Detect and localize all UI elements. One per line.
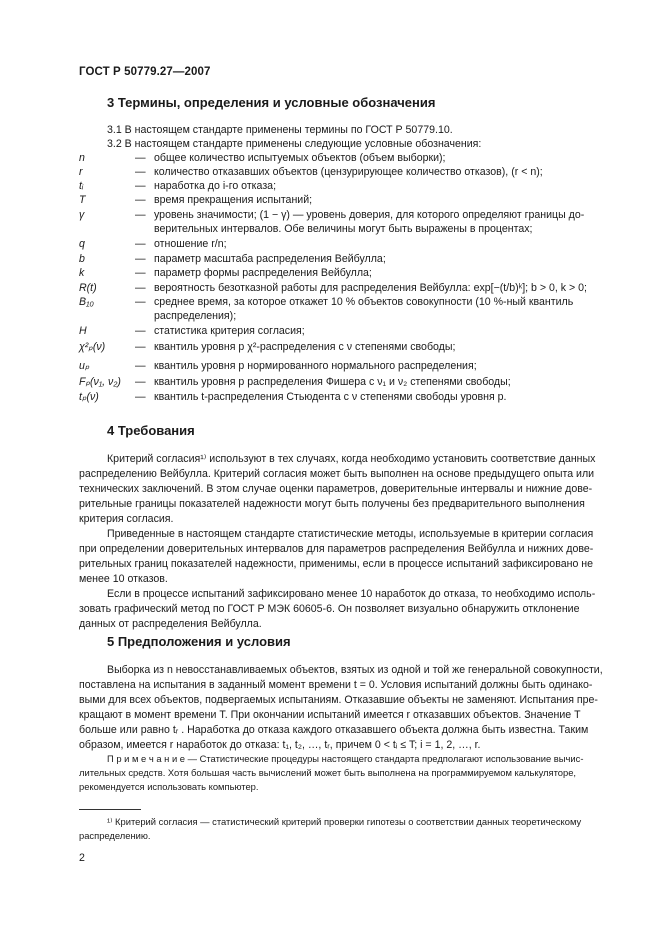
dash: — <box>135 376 146 388</box>
symbol-definition: общее количество испытуемых объектов (объем выборки); <box>154 152 446 164</box>
symbol: T <box>79 194 86 206</box>
note-line: рекомендуется использовать компьютер. <box>79 781 259 792</box>
dash: — <box>135 360 146 372</box>
dash: — <box>135 391 146 403</box>
symbol-definition: параметр формы распределения Вейбулла; <box>154 267 372 279</box>
symbol-definition-continued: распределения); <box>154 310 237 322</box>
symbol-definition: квантиль уровня p распределения Фишера с ν₁ и ν₂ степенями свободы; <box>154 376 511 388</box>
dash: — <box>135 180 146 192</box>
note-line: лительных средств. Хотя большая часть вычислений может быть выполнена на программируемом калькуляторе, <box>79 767 577 778</box>
symbol-definition: количество отказавших объектов (цензурирующее количество отказов), (r < n); <box>154 166 543 178</box>
text-line: больше или равно tᵣ . Наработка до отказа каждого отказавшего объекта должна быть известна. Таким <box>79 724 589 736</box>
symbol-definition: время прекращения испытаний; <box>154 194 313 206</box>
symbol-definition: наработка до i-го отказа; <box>154 180 277 192</box>
text-line: Выборка из n невосстанавливаемых объектов, взятых из одной и той же генеральной совокупности, <box>107 664 603 676</box>
standard-header: ГОСТ Р 50779.27—2007 <box>79 66 211 78</box>
dash: — <box>135 194 146 206</box>
section-5-body <box>79 663 615 753</box>
dash: — <box>135 209 146 221</box>
symbol-definition: среднее время, за которое откажет 10 % объектов совокупности (10 %-ный квантиль <box>154 296 574 308</box>
footnote-divider <box>79 809 141 810</box>
section-4-body <box>79 452 615 632</box>
dash: — <box>135 152 146 164</box>
text-line: рительные границы показателей надежности могут быть получены без предварительного выполнения <box>79 498 585 510</box>
symbol-definition: отношение r/n; <box>154 238 227 250</box>
dash: — <box>135 253 146 265</box>
symbol-definition: квантиль уровня p χ²-распределения с ν степенями свободы; <box>154 341 456 353</box>
text-line: выми для всех объектов, подвергаемых испытаниям. Отказавшие объекты не заменяют. Испытания пре- <box>79 694 598 706</box>
clause-3-2: 3.2 В настоящем стандарте применены следующие условные обозначения: <box>107 138 482 150</box>
symbol: R(t) <box>79 282 97 294</box>
text-line: менее 10 отказов. <box>79 573 168 585</box>
symbol: B₁₀ <box>79 296 94 308</box>
text-line: поставлена на испытания в заданный момент времени t = 0. Условия испытаний должны быть одинако- <box>79 679 593 691</box>
section-4-title: 4 Требования <box>107 423 195 438</box>
text-line: распределению Вейбулла. Критерий согласия может быть выполнен на основе предыдущего опыта или <box>79 468 595 480</box>
page-number: 2 <box>79 852 85 864</box>
symbol: H <box>79 325 87 337</box>
text-line: при определении доверительных интервалов для параметров распределения Вейбулла и нижних дове- <box>79 543 594 555</box>
symbol: b <box>79 253 85 265</box>
symbol-definition: уровень значимости; (1 − γ) — уровень доверия, для которого определяют границы до- <box>154 209 585 221</box>
footnote-line: ¹⁾ Критерий согласия — статистический критерий проверки гипотезы о соответствии данных теоретическому <box>107 816 582 827</box>
text-line: рительных границ показателей надежности, применимы, если в процессе испытаний зафиксировано не <box>79 558 594 570</box>
dash: — <box>135 325 146 337</box>
symbol-definition: статистика критерия согласия; <box>154 325 305 337</box>
section-3-title: 3 Термины, определения и условные обозначения <box>107 95 436 110</box>
text-line: Критерий согласия¹⁾ используют в тех случаях, когда необходимо установить соответствие данных <box>107 453 596 465</box>
symbol: χ²ₚ(ν) <box>79 341 106 353</box>
text-line: технических заключений. В этом случае оценки параметров, доверительные интервалы и нижние дове- <box>79 483 593 495</box>
symbol: Fₚ(ν₁, ν₂) <box>79 376 121 388</box>
symbol-definition: квантиль t-распределения Стьюдента с ν степенями свободы уровня p. <box>154 391 507 403</box>
symbol: r <box>79 166 83 178</box>
footnote-line: распределению. <box>79 830 151 841</box>
text-line: зовать графический метод по ГОСТ Р МЭК 60605-6. Он позволяет визуально обнаружить отклонение <box>79 603 580 615</box>
dash: — <box>135 296 146 308</box>
symbol: tᵢ <box>79 180 84 192</box>
dash: — <box>135 238 146 250</box>
text-line: образом, имеется r наработок до отказа: t₁, t₂, …, tᵣ, причем 0 < tᵢ ≤ T; i = 1, 2, …, r. <box>79 739 481 751</box>
dash: — <box>135 341 146 353</box>
dash: — <box>135 282 146 294</box>
dash: — <box>135 166 146 178</box>
dash: — <box>135 267 146 279</box>
footnote <box>79 815 615 843</box>
symbol-definition: параметр масштаба распределения Вейбулла; <box>154 253 386 265</box>
text-line: кращают в момент времени T. При окончании испытаний имеется r отказавших объектов. Значение T <box>79 709 581 721</box>
symbol-definition: вероятность безотказной работы для распределения Вейбулла: exp[−(t/b)ᵏ]; b > 0, k > 0; <box>154 282 587 294</box>
symbol: γ <box>79 209 85 221</box>
text-line: данных от распределения Вейбулла. <box>79 618 262 630</box>
symbol-definition: квантиль уровня p нормированного нормального распределения; <box>154 360 477 372</box>
text-line: Приведенные в настоящем стандарте статистические методы, используемые в критерии согласия <box>107 528 594 540</box>
symbol: q <box>79 238 85 250</box>
text-line: критерия согласия. <box>79 513 174 525</box>
symbol: uₚ <box>79 360 90 372</box>
note-line: П р и м е ч а н и е — Статистические процедуры настоящего стандарта предполагают использование вычис- <box>107 753 584 764</box>
symbol: tₚ(ν) <box>79 391 99 403</box>
text-line: Если в процессе испытаний зафиксировано менее 10 наработок до отказа, то необходимо исполь- <box>107 588 596 600</box>
symbol: n <box>79 152 85 164</box>
section-5-title: 5 Предположения и условия <box>107 634 291 649</box>
clause-3-1: 3.1 В настоящем стандарте применены термины по ГОСТ Р 50779.10. <box>107 124 453 136</box>
note <box>79 752 615 794</box>
symbol: k <box>79 267 85 279</box>
symbol-definition-continued: верительных интервалов. Обе величины могут быть выражены в процентах; <box>154 223 533 235</box>
